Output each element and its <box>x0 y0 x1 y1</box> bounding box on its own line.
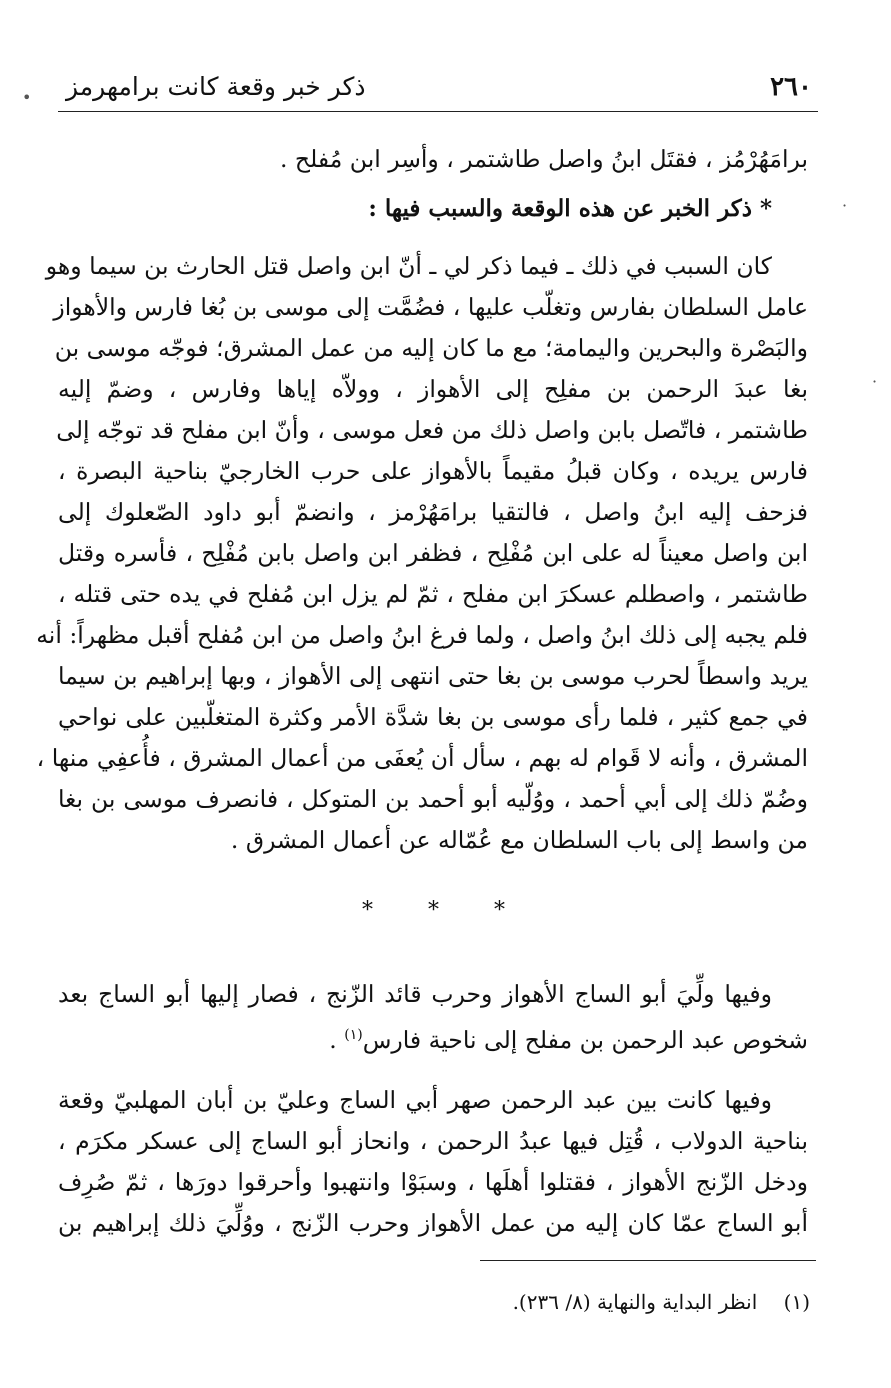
text-line: وضُمّ ذلك إلى أبي أحمد ، ووُلّيه أبو أحمد بن المتوكل ، فانصرف موسى بن بغا <box>58 785 808 813</box>
text-line: وفيها ولِّيَ أبو الساج الأهواز وحرب قائد الزّنج ، فصار إليها أبو الساج بعد <box>58 980 772 1008</box>
footnote-number: (١) <box>783 1290 810 1314</box>
text-line: أبو الساج عمّا كان إليه من عمل الأهواز وحرب الزّنج ، ووُلِّيَ ذلك إبراهيم بن <box>58 1209 808 1237</box>
text-line: فزحف إليه ابنُ واصل ، فالتقيا برامَهُرْمز ، وانضمّ أبو داود الصّعلوك إلى <box>58 498 808 526</box>
header-rule <box>58 111 818 112</box>
section-heading: * ذكر الخبر عن هذه الوقعة والسبب فيها : <box>368 195 772 222</box>
text-line: فارس يريده ، وكان قبلُ مقيماً بالأهواز على حرب الخارجيّ بناحية البصرة ، <box>58 457 808 485</box>
text-line: كان السبب في ذلك ـ فيما ذكر لي ـ أنّ ابن واصل قتل الحارث بن سيما وهو <box>45 252 772 280</box>
intro-text <box>58 139 808 180</box>
text-line: برامَهُرْمُز ، فقتَل ابنُ واصل طاشتمر ، وأسِر ابن مُفلح . <box>279 145 808 173</box>
text-line: طاشتمر ، فاتّصل بابن واصل ذلك من فعل موسى ، وأنّ ابن مفلح قد توجّه إلى <box>56 416 808 444</box>
text-line: طاشتمر ، واصطلم عسكرَ ابن مفلح ، ثمّ لم يزل ابن مُفلح في يده حتى قتله ، <box>58 580 808 608</box>
paragraph-2 <box>58 974 808 1056</box>
text-line: يريد واسطاً لحرب موسى بن بغا حتى انتهى إلى الأهواز ، وبها إبراهيم بن سيما <box>58 662 808 690</box>
running-header <box>58 68 818 108</box>
text-line: فلم يجبه إلى ذلك ابنُ واصل ، ولما فرغ ابنُ واصل من ابن مُفلح أقبل مظهراً: أنه <box>36 621 808 649</box>
running-title: ذكر خبر وقعة كانت برامهرمز <box>66 72 366 101</box>
text-segment: شخوص عبد الرحمن بن مفلح إلى ناحية فارس <box>362 1025 808 1054</box>
footnote-rule <box>480 1260 816 1261</box>
text-line: ودخل الزّنج الأهواز ، فقتلوا أهلَها ، وسبَوْا وانتهبوا وأحرقوا دورَها ، ثمّ صُرِف <box>58 1168 808 1196</box>
text-line: عامل السلطان بفارس وتغلّب عليها ، فضُمَّت إلى موسى بن بُغا فارس والأهواز <box>53 293 808 321</box>
page-number: ٢٦٠ <box>770 72 812 102</box>
paragraph-3 <box>58 1080 808 1244</box>
text-line: ابن واصل معيناً له على ابن مُفْلِح ، فظفر ابن واصل بابن مُفْلِح ، فأسره وقتل <box>58 539 808 567</box>
footnote-reference: (١) <box>344 1027 363 1043</box>
text-line: في جمع كثير ، فلما رأى موسى بن بغا شدَّة الأمر وكثرة المتغلّبين على نواحي <box>58 703 808 731</box>
margin-dot: · <box>842 196 848 215</box>
section-separator: * * * <box>362 898 529 923</box>
footnote-text: انظر البداية والنهاية (٨/ ٢٣٦). <box>512 1290 758 1314</box>
margin-dot: • <box>22 88 32 107</box>
text-line <box>58 1015 808 1056</box>
text-line: من واسط إلى باب السلطان مع عُمّاله عن أعمال المشرق . <box>230 826 808 854</box>
paragraph-1 <box>36 246 809 861</box>
text-line: وفيها كانت بين عبد الرحمن صهر أبي الساج وعليّ بن أبان المهلبيّ وقعة <box>58 1086 772 1114</box>
text-line: والبَصْرة والبحرين واليمامة؛ مع ما كان إليه من عمل المشرق؛ فوجّه موسى بن <box>54 334 808 362</box>
margin-dot: · <box>872 372 878 391</box>
text-line: بناحية الدولاب ، قُتِل فيها عبدُ الرحمن ، وانحاز أبو الساج إلى عسكر مكرَم ، <box>58 1127 808 1155</box>
text-segment: . <box>329 1025 345 1054</box>
text-line: بغا عبدَ الرحمن بن مفلِح إلى الأهواز ، وولاّه إياها وفارس ، وضمّ إليه <box>58 375 809 403</box>
footnote <box>58 1290 810 1314</box>
text-line: المشرق ، وأنه لا قَوام له بهم ، سأل أن يُعفَى من أعمال المشرق ، فأُعفِي منها ، <box>36 744 808 772</box>
